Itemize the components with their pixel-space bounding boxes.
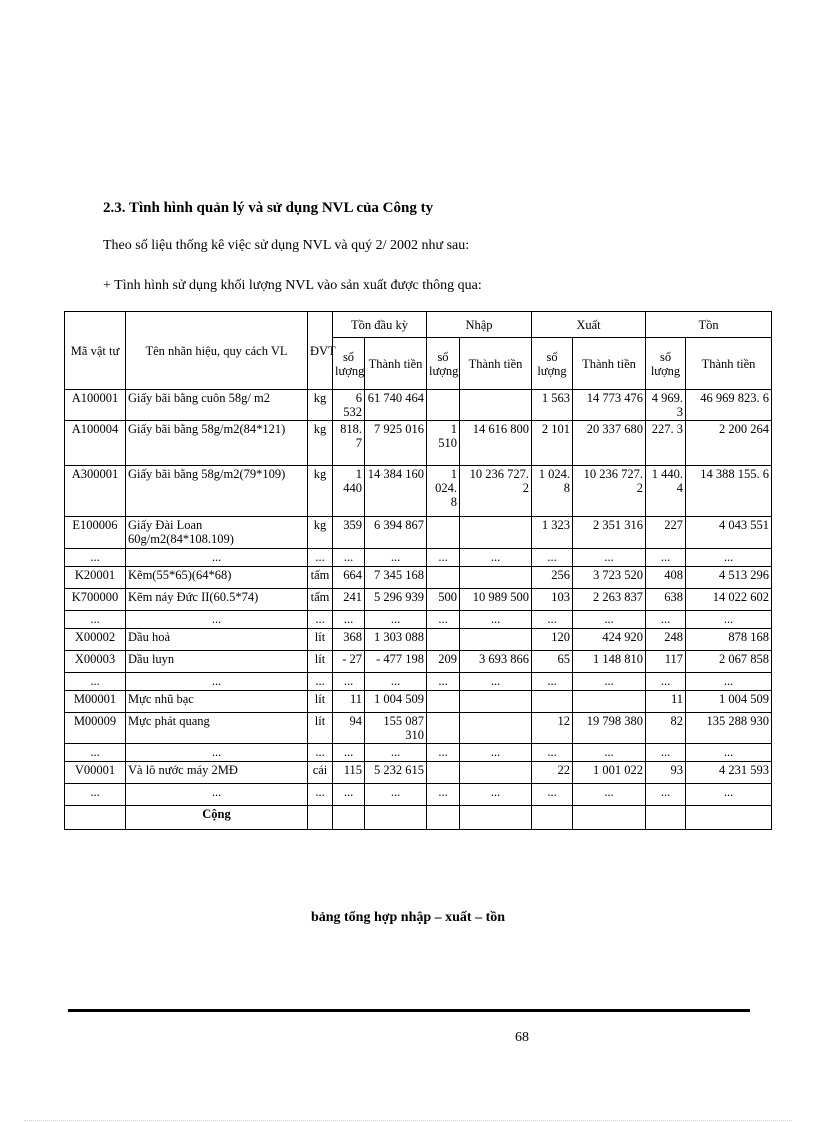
table-row bbox=[65, 549, 772, 567]
cell-ten-nhan-hieu: ... bbox=[126, 744, 308, 762]
cell-ten-nhan-hieu: Và lô nước máy 2MĐ bbox=[126, 762, 308, 784]
cell-ton-so-luong: 638 bbox=[646, 589, 686, 611]
cell-ma-vat-tu: ... bbox=[65, 611, 126, 629]
cell-ton-dau-ky-so-luong: 11 bbox=[333, 691, 365, 713]
header-ton: Tồn bbox=[646, 312, 772, 338]
intro-paragraph: Theo số liệu thống kê việc sử dụng NVL và quý 2/ 2002 như sau: bbox=[103, 238, 470, 253]
cell-dvt: lít bbox=[308, 629, 333, 651]
header-ton-dau-ky: Tồn đầu kỳ bbox=[333, 312, 427, 338]
header-ten-nhan-hieu: Tên nhãn hiệu, quy cách VL bbox=[126, 312, 308, 390]
cell-xuat-so-luong: 65 bbox=[532, 651, 573, 673]
cell-ton-thanh-tien: 2 067 858 bbox=[686, 651, 772, 673]
cell-ton-dau-ky-thanh-tien: 14 384 160 bbox=[365, 466, 427, 517]
total-cell bbox=[646, 806, 686, 830]
cell-nhap-thanh-tien bbox=[460, 691, 532, 713]
cell-ton-thanh-tien: 46 969 823. 6 bbox=[686, 390, 772, 421]
total-cell bbox=[532, 806, 573, 830]
table-caption: bảng tổng hợp nhập – xuất – tồn bbox=[310, 910, 506, 925]
cell-ton-so-luong: ... bbox=[646, 611, 686, 629]
table-row bbox=[65, 390, 772, 421]
cell-ton-thanh-tien: ... bbox=[686, 673, 772, 691]
cell-ten-nhan-hieu: ... bbox=[126, 611, 308, 629]
cell-xuat-so-luong: 103 bbox=[532, 589, 573, 611]
cell-nhap-thanh-tien: 10 989 500 bbox=[460, 589, 532, 611]
cell-xuat-so-luong bbox=[532, 691, 573, 713]
cell-ton-so-luong: 11 bbox=[646, 691, 686, 713]
cell-dvt: ... bbox=[308, 784, 333, 806]
cell-ton-dau-ky-so-luong: 94 bbox=[333, 713, 365, 744]
cell-xuat-so-luong: 256 bbox=[532, 567, 573, 589]
header-thanh-tien: Thành tiền bbox=[460, 338, 532, 390]
cell-ton-dau-ky-thanh-tien: 7 925 016 bbox=[365, 421, 427, 466]
cell-nhap-so-luong: ... bbox=[427, 784, 460, 806]
cell-ton-dau-ky-so-luong: 1 440 bbox=[333, 466, 365, 517]
cell-nhap-so-luong: ... bbox=[427, 744, 460, 762]
cell-nhap-thanh-tien bbox=[460, 713, 532, 744]
header-so-luong: số lượng bbox=[427, 338, 460, 390]
cell-ton-so-luong: 93 bbox=[646, 762, 686, 784]
cell-xuat-thanh-tien: ... bbox=[573, 673, 646, 691]
cell-ton-dau-ky-thanh-tien: 61 740 464 bbox=[365, 390, 427, 421]
cell-nhap-so-luong: ... bbox=[427, 673, 460, 691]
cell-ton-dau-ky-thanh-tien: 5 232 615 bbox=[365, 762, 427, 784]
cell-xuat-thanh-tien: ... bbox=[573, 611, 646, 629]
cell-xuat-so-luong: 1 024. 8 bbox=[532, 466, 573, 517]
cell-nhap-so-luong: 1 024. 8 bbox=[427, 466, 460, 517]
page-edge-dotted-line bbox=[24, 1120, 792, 1121]
cell-ton-thanh-tien: 4 513 296 bbox=[686, 567, 772, 589]
inventory-table bbox=[64, 311, 772, 830]
cell-xuat-thanh-tien: 2 263 837 bbox=[573, 589, 646, 611]
cell-ton-thanh-tien: ... bbox=[686, 744, 772, 762]
cell-dvt: ... bbox=[308, 549, 333, 567]
table-row bbox=[65, 673, 772, 691]
cell-ton-so-luong: 227. 3 bbox=[646, 421, 686, 466]
cell-ton-dau-ky-thanh-tien: 155 087 310 bbox=[365, 713, 427, 744]
total-cell bbox=[427, 806, 460, 830]
cell-nhap-thanh-tien: ... bbox=[460, 611, 532, 629]
header-dvt: ĐVT bbox=[308, 312, 333, 390]
cell-ma-vat-tu: A100004 bbox=[65, 421, 126, 466]
cell-dvt: ... bbox=[308, 673, 333, 691]
cell-nhap-thanh-tien bbox=[460, 567, 532, 589]
cell-xuat-so-luong: ... bbox=[532, 611, 573, 629]
cell-dvt: kg bbox=[308, 466, 333, 517]
cell-nhap-so-luong bbox=[427, 390, 460, 421]
cell-nhap-thanh-tien: 3 693 866 bbox=[460, 651, 532, 673]
cell-ton-dau-ky-thanh-tien: ... bbox=[365, 549, 427, 567]
cell-ton-dau-ky-so-luong: 818. 7 bbox=[333, 421, 365, 466]
cell-xuat-thanh-tien: ... bbox=[573, 784, 646, 806]
cell-dvt: kg bbox=[308, 390, 333, 421]
cell-ton-dau-ky-so-luong: 664 bbox=[333, 567, 365, 589]
cell-xuat-so-luong: ... bbox=[532, 673, 573, 691]
cell-xuat-thanh-tien: 14 773 476 bbox=[573, 390, 646, 421]
cell-xuat-thanh-tien: 20 337 680 bbox=[573, 421, 646, 466]
cell-ton-so-luong: ... bbox=[646, 673, 686, 691]
cell-nhap-thanh-tien bbox=[460, 390, 532, 421]
cell-ma-vat-tu: X00003 bbox=[65, 651, 126, 673]
cell-dvt: lít bbox=[308, 691, 333, 713]
cell-ten-nhan-hieu: Mực phát quang bbox=[126, 713, 308, 744]
cell-ton-thanh-tien: 14 388 155. 6 bbox=[686, 466, 772, 517]
cell-dvt: tấm bbox=[308, 567, 333, 589]
cell-dvt: lít bbox=[308, 713, 333, 744]
cell-xuat-so-luong: 1 563 bbox=[532, 390, 573, 421]
table-row bbox=[65, 744, 772, 762]
cell-nhap-thanh-tien: ... bbox=[460, 549, 532, 567]
header-thanh-tien: Thành tiền bbox=[686, 338, 772, 390]
cell-ma-vat-tu: A300001 bbox=[65, 466, 126, 517]
total-cell bbox=[308, 806, 333, 830]
header-ma-vat-tu: Mã vật tư bbox=[65, 312, 126, 390]
table-header bbox=[65, 312, 772, 390]
cell-ten-nhan-hieu: Giấy Đài Loan 60g/m2(84*108.109) bbox=[126, 517, 308, 549]
header-xuat: Xuất bbox=[532, 312, 646, 338]
cell-dvt: kg bbox=[308, 421, 333, 466]
cell-ma-vat-tu: ... bbox=[65, 673, 126, 691]
cell-xuat-so-luong: 120 bbox=[532, 629, 573, 651]
footer-rule bbox=[68, 1009, 750, 1012]
cell-xuat-thanh-tien bbox=[573, 691, 646, 713]
cell-ton-so-luong: 4 969. 3 bbox=[646, 390, 686, 421]
cell-ton-dau-ky-thanh-tien: ... bbox=[365, 744, 427, 762]
cell-nhap-so-luong: 209 bbox=[427, 651, 460, 673]
cell-ton-dau-ky-so-luong: ... bbox=[333, 673, 365, 691]
cell-nhap-so-luong bbox=[427, 629, 460, 651]
cell-xuat-thanh-tien: 10 236 727. 2 bbox=[573, 466, 646, 517]
cell-ma-vat-tu: A100001 bbox=[65, 390, 126, 421]
cell-ten-nhan-hieu: Giấy bãi bằng 58g/m2(79*109) bbox=[126, 466, 308, 517]
table-row bbox=[65, 611, 772, 629]
cell-ton-dau-ky-so-luong: 368 bbox=[333, 629, 365, 651]
cell-ma-vat-tu: M00001 bbox=[65, 691, 126, 713]
cell-ten-nhan-hieu: Dầu luyn bbox=[126, 651, 308, 673]
cell-dvt: tấm bbox=[308, 589, 333, 611]
cell-xuat-thanh-tien: ... bbox=[573, 744, 646, 762]
table-row bbox=[65, 713, 772, 744]
cell-ton-dau-ky-so-luong: ... bbox=[333, 611, 365, 629]
cell-xuat-so-luong: ... bbox=[532, 784, 573, 806]
total-label: Cộng bbox=[126, 806, 308, 830]
cell-dvt: kg bbox=[308, 517, 333, 549]
cell-ma-vat-tu: V00001 bbox=[65, 762, 126, 784]
cell-xuat-so-luong: 2 101 bbox=[532, 421, 573, 466]
cell-dvt: ... bbox=[308, 744, 333, 762]
cell-ma-vat-tu: X00002 bbox=[65, 629, 126, 651]
cell-ton-so-luong: 227 bbox=[646, 517, 686, 549]
total-cell bbox=[65, 806, 126, 830]
total-cell bbox=[686, 806, 772, 830]
cell-ton-dau-ky-thanh-tien: ... bbox=[365, 611, 427, 629]
cell-xuat-thanh-tien: 1 001 022 bbox=[573, 762, 646, 784]
cell-dvt: lít bbox=[308, 651, 333, 673]
cell-nhap-thanh-tien bbox=[460, 762, 532, 784]
table-row bbox=[65, 651, 772, 673]
cell-ton-dau-ky-thanh-tien: 1 303 088 bbox=[365, 629, 427, 651]
cell-ton-dau-ky-thanh-tien: 1 004 509 bbox=[365, 691, 427, 713]
table-row bbox=[65, 629, 772, 651]
cell-ton-so-luong: 117 bbox=[646, 651, 686, 673]
cell-nhap-so-luong: ... bbox=[427, 611, 460, 629]
cell-ten-nhan-hieu: ... bbox=[126, 673, 308, 691]
cell-ma-vat-tu: K20001 bbox=[65, 567, 126, 589]
cell-ton-thanh-tien: 878 168 bbox=[686, 629, 772, 651]
cell-ton-dau-ky-so-luong: ... bbox=[333, 549, 365, 567]
cell-ton-dau-ky-thanh-tien: - 477 198 bbox=[365, 651, 427, 673]
table-row bbox=[65, 517, 772, 549]
table-row bbox=[65, 784, 772, 806]
cell-nhap-so-luong bbox=[427, 762, 460, 784]
cell-nhap-so-luong: 1 510 bbox=[427, 421, 460, 466]
total-row bbox=[65, 806, 772, 830]
cell-nhap-so-luong: ... bbox=[427, 549, 460, 567]
header-so-luong: số lượng bbox=[646, 338, 686, 390]
cell-nhap-thanh-tien: ... bbox=[460, 784, 532, 806]
header-thanh-tien: Thành tiền bbox=[573, 338, 646, 390]
cell-xuat-thanh-tien: 2 351 316 bbox=[573, 517, 646, 549]
cell-ton-dau-ky-so-luong: ... bbox=[333, 784, 365, 806]
cell-ton-dau-ky-so-luong: 6 532 bbox=[333, 390, 365, 421]
cell-xuat-thanh-tien: 424 920 bbox=[573, 629, 646, 651]
cell-ton-thanh-tien: ... bbox=[686, 611, 772, 629]
cell-ton-thanh-tien: 2 200 264 bbox=[686, 421, 772, 466]
cell-nhap-thanh-tien: 10 236 727. 2 bbox=[460, 466, 532, 517]
usage-paragraph: + Tình hình sử dụng khối lượng NVL vào sản xuất được thông qua: bbox=[103, 278, 482, 293]
total-cell bbox=[573, 806, 646, 830]
cell-ton-so-luong: ... bbox=[646, 784, 686, 806]
header-nhap: Nhập bbox=[427, 312, 532, 338]
table-row bbox=[65, 762, 772, 784]
cell-ton-thanh-tien: 1 004 509 bbox=[686, 691, 772, 713]
header-so-luong: số lượng bbox=[532, 338, 573, 390]
section-heading: 2.3. Tình hình quản lý và sử dụng NVL của Công ty bbox=[103, 200, 434, 216]
cell-dvt: cái bbox=[308, 762, 333, 784]
cell-ton-dau-ky-thanh-tien: ... bbox=[365, 784, 427, 806]
cell-ma-vat-tu: M00009 bbox=[65, 713, 126, 744]
cell-xuat-thanh-tien: 19 798 380 bbox=[573, 713, 646, 744]
cell-ton-dau-ky-thanh-tien: 6 394 867 bbox=[365, 517, 427, 549]
cell-xuat-so-luong: ... bbox=[532, 744, 573, 762]
cell-xuat-so-luong: 12 bbox=[532, 713, 573, 744]
cell-nhap-thanh-tien: 14 616 800 bbox=[460, 421, 532, 466]
total-cell bbox=[365, 806, 427, 830]
cell-ton-dau-ky-so-luong: 359 bbox=[333, 517, 365, 549]
cell-ton-dau-ky-so-luong: 241 bbox=[333, 589, 365, 611]
cell-ten-nhan-hieu: Mực nhũ bạc bbox=[126, 691, 308, 713]
cell-ton-thanh-tien: 14 022 602 bbox=[686, 589, 772, 611]
cell-ton-thanh-tien: 4 043 551 bbox=[686, 517, 772, 549]
cell-ten-nhan-hieu: Giấy bãi bằng cuôn 58g/ m2 bbox=[126, 390, 308, 421]
total-cell bbox=[333, 806, 365, 830]
cell-nhap-thanh-tien bbox=[460, 629, 532, 651]
cell-ton-so-luong: 408 bbox=[646, 567, 686, 589]
cell-ton-thanh-tien: ... bbox=[686, 784, 772, 806]
cell-xuat-thanh-tien: ... bbox=[573, 549, 646, 567]
table-body bbox=[65, 390, 772, 806]
table-row bbox=[65, 421, 772, 466]
cell-ton-dau-ky-thanh-tien: 5 296 939 bbox=[365, 589, 427, 611]
page-number: 68 bbox=[515, 1030, 529, 1045]
header-thanh-tien: Thành tiền bbox=[365, 338, 427, 390]
cell-xuat-thanh-tien: 1 148 810 bbox=[573, 651, 646, 673]
cell-ten-nhan-hieu: ... bbox=[126, 549, 308, 567]
cell-ma-vat-tu: E100006 bbox=[65, 517, 126, 549]
table-row bbox=[65, 589, 772, 611]
cell-ton-so-luong: ... bbox=[646, 549, 686, 567]
cell-ton-so-luong: ... bbox=[646, 744, 686, 762]
cell-xuat-so-luong: ... bbox=[532, 549, 573, 567]
cell-ton-thanh-tien: ... bbox=[686, 549, 772, 567]
cell-nhap-so-luong bbox=[427, 567, 460, 589]
cell-ten-nhan-hieu: Dầu hoả bbox=[126, 629, 308, 651]
cell-ton-thanh-tien: 135 288 930 bbox=[686, 713, 772, 744]
table-row bbox=[65, 466, 772, 517]
table-row bbox=[65, 691, 772, 713]
cell-dvt: ... bbox=[308, 611, 333, 629]
cell-nhap-thanh-tien bbox=[460, 517, 532, 549]
cell-ton-dau-ky-so-luong: ... bbox=[333, 744, 365, 762]
cell-nhap-so-luong bbox=[427, 713, 460, 744]
cell-ton-so-luong: 82 bbox=[646, 713, 686, 744]
cell-ton-thanh-tien: 4 231 593 bbox=[686, 762, 772, 784]
cell-xuat-so-luong: 1 323 bbox=[532, 517, 573, 549]
cell-ten-nhan-hieu: ... bbox=[126, 784, 308, 806]
cell-ma-vat-tu: K700000 bbox=[65, 589, 126, 611]
cell-nhap-so-luong bbox=[427, 517, 460, 549]
cell-nhap-thanh-tien: ... bbox=[460, 744, 532, 762]
total-cell bbox=[460, 806, 532, 830]
cell-ton-dau-ky-thanh-tien: 7 345 168 bbox=[365, 567, 427, 589]
cell-ma-vat-tu: ... bbox=[65, 744, 126, 762]
cell-ton-dau-ky-so-luong: - 27 bbox=[333, 651, 365, 673]
cell-ten-nhan-hieu: Kẽm náy Đức II(60.5*74) bbox=[126, 589, 308, 611]
cell-xuat-thanh-tien: 3 723 520 bbox=[573, 567, 646, 589]
cell-xuat-so-luong: 22 bbox=[532, 762, 573, 784]
cell-ma-vat-tu: ... bbox=[65, 784, 126, 806]
cell-ton-dau-ky-thanh-tien: ... bbox=[365, 673, 427, 691]
cell-ton-so-luong: 1 440. 4 bbox=[646, 466, 686, 517]
cell-ten-nhan-hieu: Giấy bãi bằng 58g/m2(84*121) bbox=[126, 421, 308, 466]
cell-ton-so-luong: 248 bbox=[646, 629, 686, 651]
cell-nhap-thanh-tien: ... bbox=[460, 673, 532, 691]
header-so-luong: số lượng bbox=[333, 338, 365, 390]
cell-ten-nhan-hieu: Kẽm(55*65)(64*68) bbox=[126, 567, 308, 589]
cell-ton-dau-ky-so-luong: 115 bbox=[333, 762, 365, 784]
cell-ma-vat-tu: ... bbox=[65, 549, 126, 567]
cell-nhap-so-luong bbox=[427, 691, 460, 713]
cell-nhap-so-luong: 500 bbox=[427, 589, 460, 611]
table-row bbox=[65, 567, 772, 589]
